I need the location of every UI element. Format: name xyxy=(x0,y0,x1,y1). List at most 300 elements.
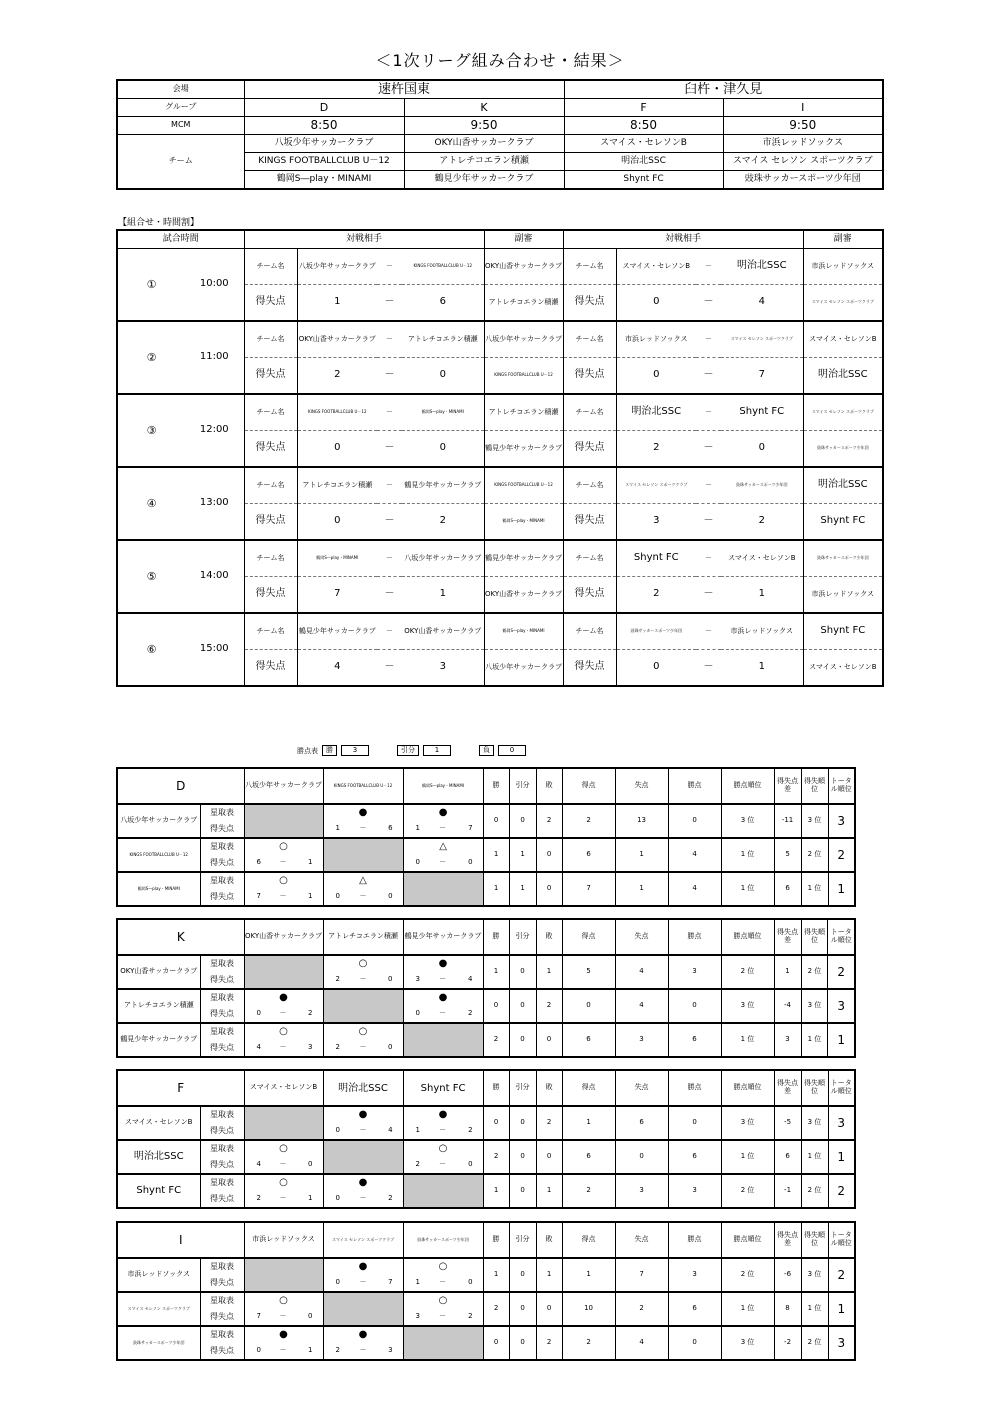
stat-ga: 4 xyxy=(615,1326,668,1360)
team-cell: Shynt FC xyxy=(564,171,723,190)
stat-ga: 1 xyxy=(615,872,668,906)
schedule-row xyxy=(117,321,883,358)
result-symbol: ● xyxy=(403,804,483,821)
legend-label: 勝点表 xyxy=(297,746,318,755)
score-label: 得失点 xyxy=(200,1275,244,1292)
away-score: 0 xyxy=(402,358,484,395)
stat-gd: -1 xyxy=(774,1174,801,1208)
self-match-cell xyxy=(323,1140,403,1174)
stat-l: 0 xyxy=(536,838,562,872)
stat-w: 2 xyxy=(483,1292,509,1326)
score-against: 7 xyxy=(456,821,483,838)
total-rank: 3 xyxy=(828,989,855,1023)
col-pr: 勝点順位 xyxy=(721,919,774,955)
total-rank: 3 xyxy=(828,804,855,838)
stat-gf: 2 xyxy=(562,1174,615,1208)
home-score: 7 xyxy=(297,577,377,614)
team-cell: 鶴岡S―play・MINAMI xyxy=(244,171,404,190)
score-dash: － xyxy=(350,1343,376,1360)
stat-d: 0 xyxy=(509,955,536,989)
stat-gf: 0 xyxy=(562,989,615,1023)
score-label: 得失点 xyxy=(200,1343,244,1360)
score-for: 1 xyxy=(323,821,350,838)
stat-pr: 1 位 xyxy=(721,872,774,906)
group-name: I xyxy=(117,1222,244,1258)
away-score: 2 xyxy=(402,504,484,541)
score-for: 0 xyxy=(323,889,350,906)
score-for: 3 xyxy=(403,972,429,989)
standings-row xyxy=(117,804,855,821)
referee: 明治北SSC xyxy=(803,358,883,395)
venue-2: 臼杵・津久見 xyxy=(564,80,883,99)
col-gr: 得失順位 xyxy=(801,1222,828,1258)
score-against: 7 xyxy=(376,1275,403,1292)
score-label: 得失点 xyxy=(563,504,616,541)
legend-loss: 負 xyxy=(479,745,494,756)
col-pts: 勝点 xyxy=(668,1222,721,1258)
stat-d: 1 xyxy=(509,838,536,872)
opponent-column-header: スマイス セレソン スポーツクラブ xyxy=(323,1222,403,1258)
total-rank: 3 xyxy=(828,1106,855,1140)
referee: 明治北SSC xyxy=(803,467,883,504)
stat-ga: 3 xyxy=(615,1023,668,1057)
score-against: 0 xyxy=(376,889,403,906)
result-symbol: ○ xyxy=(244,872,323,889)
group-d: D xyxy=(244,99,404,117)
stat-gd: -6 xyxy=(774,1258,801,1292)
group-f: F xyxy=(564,99,723,117)
team-label: チーム名 xyxy=(563,394,616,431)
opponent-column-header: 鶴見少年サッカークラブ xyxy=(403,919,483,955)
stat-w: 1 xyxy=(483,838,509,872)
stat-w: 0 xyxy=(483,989,509,1023)
col-tr: トータル順位 xyxy=(828,768,855,804)
mcm-header: MCM xyxy=(117,117,244,135)
col-pts: 勝点 xyxy=(668,1070,721,1106)
record-label: 星取表 xyxy=(200,1326,244,1343)
team-label: チーム名 xyxy=(244,394,297,431)
score-label: 得失点 xyxy=(200,1006,244,1023)
total-rank: 1 xyxy=(828,1140,855,1174)
total-rank: 1 xyxy=(828,872,855,906)
stat-pts: 6 xyxy=(668,1292,721,1326)
stat-gd: 8 xyxy=(774,1292,801,1326)
away-score: 4 xyxy=(721,285,803,322)
legend-win-value: 3 xyxy=(341,745,369,756)
referee: 鶴見少年サッカークラブ xyxy=(484,540,563,577)
away-score: 6 xyxy=(402,285,484,322)
col-pts: 勝点 xyxy=(668,768,721,804)
score-label: 得失点 xyxy=(200,1040,244,1057)
mcm-time: 8:50 xyxy=(244,117,404,135)
score-dash: － xyxy=(270,1157,296,1174)
self-match-cell xyxy=(403,1174,483,1208)
vs-dash: － xyxy=(377,394,402,431)
vs-dash: － xyxy=(696,540,721,577)
opponent-header: 対戦相手 xyxy=(244,230,484,249)
stat-gf: 10 xyxy=(562,1292,615,1326)
self-match-cell xyxy=(244,1106,323,1140)
score-dash: － xyxy=(696,504,721,541)
stat-pts: 4 xyxy=(668,838,721,872)
team-name: 八坂少年サッカークラブ xyxy=(117,804,200,838)
stat-ga: 4 xyxy=(615,989,668,1023)
score-dash: － xyxy=(350,889,376,906)
home-score: 0 xyxy=(616,650,696,687)
away-team: アトレチコエラン積瀬 xyxy=(402,321,484,358)
stat-pts: 0 xyxy=(668,804,721,838)
legend-win: 勝 xyxy=(322,745,337,756)
home-team: 鶴見少年サッカークラブ xyxy=(297,613,377,650)
result-symbol: ● xyxy=(244,1326,323,1343)
col-l: 敗 xyxy=(536,1222,562,1258)
standings-row xyxy=(117,955,855,972)
away-team: スマイス・セレソンB xyxy=(721,540,803,577)
col-tr: トータル順位 xyxy=(828,1222,855,1258)
away-score: 1 xyxy=(721,577,803,614)
score-against: 0 xyxy=(296,1309,323,1326)
match-number: ⑥ xyxy=(117,613,185,686)
stat-l: 0 xyxy=(536,1140,562,1174)
result-symbol: ○ xyxy=(403,1292,483,1309)
stat-gr: 1 位 xyxy=(801,1292,828,1326)
away-team: 明治北SSC xyxy=(721,249,803,285)
home-score: 1 xyxy=(297,285,377,322)
stat-pts: 0 xyxy=(668,989,721,1023)
score-label: 得失点 xyxy=(563,650,616,687)
result-symbol: ● xyxy=(403,989,483,1006)
score-against: 1 xyxy=(296,1191,323,1208)
standings-row xyxy=(117,1258,855,1275)
record-label: 星取表 xyxy=(200,1140,244,1157)
team-label: チーム名 xyxy=(563,467,616,504)
team-name: KINGS FOOTBALLCLUB U－12 xyxy=(117,838,200,872)
stat-l: 0 xyxy=(536,1023,562,1057)
home-score: 4 xyxy=(297,650,377,687)
col-gf: 得点 xyxy=(562,768,615,804)
stat-pr: 2 位 xyxy=(721,955,774,989)
venue-header: 会場 xyxy=(117,80,244,99)
stat-l: 2 xyxy=(536,989,562,1023)
stat-d: 0 xyxy=(509,1292,536,1326)
vs-dash: － xyxy=(696,394,721,431)
score-label: 得失点 xyxy=(563,285,616,322)
legend-loss-value: 0 xyxy=(498,745,526,756)
col-pr: 勝点順位 xyxy=(721,1222,774,1258)
score-for: 0 xyxy=(244,1006,270,1023)
stat-gf: 2 xyxy=(562,804,615,838)
result-symbol: ○ xyxy=(244,1292,323,1309)
col-d: 引分 xyxy=(509,1222,536,1258)
opponent-column-header: 豉珠サッカースポーツ少年団 xyxy=(403,1222,483,1258)
stat-l: 2 xyxy=(536,1106,562,1140)
stat-pts: 6 xyxy=(668,1023,721,1057)
record-label: 星取表 xyxy=(200,989,244,1006)
result-symbol: ● xyxy=(323,1106,403,1123)
stat-gr: 3 位 xyxy=(801,1106,828,1140)
stat-ga: 2 xyxy=(615,1292,668,1326)
opponent-column-header: Shynt FC xyxy=(403,1070,483,1106)
score-for: 2 xyxy=(323,1040,350,1057)
score-dash: － xyxy=(429,821,456,838)
record-label: 星取表 xyxy=(200,838,244,855)
stat-pr: 3 位 xyxy=(721,804,774,838)
score-against: 1 xyxy=(296,889,323,906)
record-label: 星取表 xyxy=(200,1292,244,1309)
score-dash: － xyxy=(429,1157,456,1174)
score-dash: － xyxy=(429,1309,456,1326)
score-dash: － xyxy=(429,1123,456,1140)
stat-pr: 1 位 xyxy=(721,1023,774,1057)
stat-gf: 6 xyxy=(562,1023,615,1057)
page-title: ＜1次リーグ組み合わせ・結果＞ xyxy=(375,51,625,70)
score-dash: － xyxy=(350,972,376,989)
stat-gf: 5 xyxy=(562,955,615,989)
referee: 八坂少年サッカークラブ xyxy=(484,650,563,687)
standings-table-f xyxy=(116,1069,856,1209)
match-number: ③ xyxy=(117,394,185,467)
stat-d: 0 xyxy=(509,804,536,838)
referee: KINGS FOOTBALLCLUB U－12 xyxy=(484,358,563,395)
team-cell: スマイス セレソン スポーツクラブ xyxy=(723,153,883,171)
result-symbol: ○ xyxy=(323,955,403,972)
record-label: 星取表 xyxy=(200,872,244,889)
stat-pts: 6 xyxy=(668,1140,721,1174)
score-against: 2 xyxy=(296,1006,323,1023)
score-label: 得失点 xyxy=(200,972,244,989)
self-match-cell xyxy=(403,1023,483,1057)
referee: Shynt FC xyxy=(803,504,883,541)
home-score: 2 xyxy=(616,577,696,614)
team-header: チーム xyxy=(117,135,244,190)
score-dash: － xyxy=(270,1343,296,1360)
home-score: 0 xyxy=(297,431,377,468)
schedule-row xyxy=(117,467,883,504)
col-gf: 得点 xyxy=(562,1070,615,1106)
score-for: 6 xyxy=(244,855,270,872)
away-score: 2 xyxy=(721,504,803,541)
stat-pts: 3 xyxy=(668,955,721,989)
group-i: I xyxy=(723,99,883,117)
team-label: チーム名 xyxy=(244,540,297,577)
home-score: 2 xyxy=(616,431,696,468)
stat-d: 0 xyxy=(509,1140,536,1174)
team-label: チーム名 xyxy=(244,249,297,285)
vs-dash: － xyxy=(377,613,402,650)
score-label: 得失点 xyxy=(200,889,244,906)
team-cell: アトレチコエラン積瀬 xyxy=(404,153,564,171)
group-k: K xyxy=(404,99,564,117)
referee: アトレチコエラン積瀬 xyxy=(484,394,563,431)
score-for: 0 xyxy=(403,855,429,872)
opponent-column-header: 明治北SSC xyxy=(323,1070,403,1106)
stat-w: 1 xyxy=(483,1174,509,1208)
team-name: 鶴見少年サッカークラブ xyxy=(117,1023,200,1057)
result-symbol: ● xyxy=(403,1106,483,1123)
stat-l: 2 xyxy=(536,804,562,838)
match-time: 11:00 xyxy=(185,321,244,394)
standings-row xyxy=(117,989,855,1006)
group-name: D xyxy=(117,768,244,804)
stat-w: 1 xyxy=(483,955,509,989)
score-dash: － xyxy=(696,431,721,468)
score-for: 7 xyxy=(244,1309,270,1326)
score-against: 2 xyxy=(456,1309,483,1326)
stat-ga: 3 xyxy=(615,1174,668,1208)
col-tr: トータル順位 xyxy=(828,1070,855,1106)
total-rank: 1 xyxy=(828,1292,855,1326)
col-gf: 得点 xyxy=(562,1222,615,1258)
result-symbol: ● xyxy=(323,1326,403,1343)
standings-row xyxy=(117,1292,855,1309)
mcm-time: 8:50 xyxy=(564,117,723,135)
score-for: 2 xyxy=(244,1191,270,1208)
referee: 豉珠サッカースポーツ少年団 xyxy=(803,431,883,468)
opponent-column-header: KINGS FOOTBALLCLUB U－12 xyxy=(323,768,403,804)
group-header: グループ xyxy=(117,99,244,117)
stat-gr: 2 位 xyxy=(801,1326,828,1360)
away-score: 7 xyxy=(721,358,803,395)
home-team: スマイス セレソン スポーツクラブ xyxy=(616,467,696,504)
home-team: Shynt FC xyxy=(616,540,696,577)
schedule-body xyxy=(117,249,883,687)
team-label: チーム名 xyxy=(244,321,297,358)
standings-row xyxy=(117,838,855,855)
score-for: 2 xyxy=(323,1343,350,1360)
stat-w: 0 xyxy=(483,1106,509,1140)
result-symbol: △ xyxy=(323,872,403,889)
stat-pr: 1 位 xyxy=(721,838,774,872)
score-against: 1 xyxy=(296,1343,323,1360)
team-label: チーム名 xyxy=(563,249,616,285)
score-dash: － xyxy=(270,1040,296,1057)
self-match-cell xyxy=(323,989,403,1023)
result-symbol: ● xyxy=(244,989,323,1006)
opponent-column-header: スマイス・セレソンB xyxy=(244,1070,323,1106)
col-tr: トータル順位 xyxy=(828,919,855,955)
score-dash: － xyxy=(377,577,402,614)
result-symbol: △ xyxy=(403,838,483,855)
away-team: 八坂少年サッカークラブ xyxy=(402,540,484,577)
stat-d: 1 xyxy=(509,872,536,906)
total-rank: 2 xyxy=(828,838,855,872)
stat-gd: -11 xyxy=(774,804,801,838)
stat-d: 0 xyxy=(509,1174,536,1208)
stat-gr: 2 位 xyxy=(801,1174,828,1208)
score-against: 0 xyxy=(456,855,483,872)
col-pr: 勝点順位 xyxy=(721,1070,774,1106)
opponent-column-header: OKY山香サッカークラブ xyxy=(244,919,323,955)
score-against: 0 xyxy=(376,1040,403,1057)
home-team: アトレチコエラン積瀬 xyxy=(297,467,377,504)
score-dash: － xyxy=(270,855,296,872)
col-pts: 勝点 xyxy=(668,919,721,955)
away-score: 1 xyxy=(721,650,803,687)
vs-dash: － xyxy=(696,613,721,650)
self-match-cell xyxy=(403,1326,483,1360)
score-label: 得失点 xyxy=(244,577,297,614)
stat-d: 0 xyxy=(509,1326,536,1360)
col-gd: 得失点差 xyxy=(774,919,801,955)
stat-gd: 1 xyxy=(774,955,801,989)
result-symbol: ○ xyxy=(244,1174,323,1191)
schedule-row xyxy=(117,394,883,431)
referee: 鶴岡S―play・MINAMI xyxy=(484,504,563,541)
score-dash: － xyxy=(696,650,721,687)
referee: スマイス セレソン スポーツクラブ xyxy=(803,394,883,431)
home-team: 市浜レッドソックス xyxy=(616,321,696,358)
record-label: 星取表 xyxy=(200,955,244,972)
stat-pr: 2 位 xyxy=(721,1258,774,1292)
stat-l: 1 xyxy=(536,1174,562,1208)
referee: OKY山香サッカークラブ xyxy=(484,577,563,614)
opponent-column-header: 八坂少年サッカークラブ xyxy=(244,768,323,804)
score-dash: － xyxy=(696,358,721,395)
stat-gr: 1 位 xyxy=(801,872,828,906)
stat-pr: 2 位 xyxy=(721,1174,774,1208)
self-match-cell xyxy=(323,1292,403,1326)
home-score: 0 xyxy=(616,285,696,322)
score-against: 3 xyxy=(376,1343,403,1360)
home-team: KINGS FOOTBALLCLUB U－12 xyxy=(297,394,377,431)
col-gf: 得点 xyxy=(562,919,615,955)
score-dash: － xyxy=(270,1309,296,1326)
team-label: チーム名 xyxy=(563,613,616,650)
score-dash: － xyxy=(429,1275,456,1292)
stat-gf: 6 xyxy=(562,838,615,872)
stat-gr: 3 位 xyxy=(801,804,828,838)
score-dash: － xyxy=(696,285,721,322)
team-label: チーム名 xyxy=(244,613,297,650)
col-ga: 失点 xyxy=(615,768,668,804)
vs-dash: － xyxy=(696,467,721,504)
standings-row xyxy=(117,1106,855,1123)
legend-draw: 引分 xyxy=(397,745,419,756)
record-label: 星取表 xyxy=(200,1023,244,1040)
score-for: 0 xyxy=(403,1006,429,1023)
col-gr: 得失順位 xyxy=(801,768,828,804)
team-name: 市浜レッドソックス xyxy=(117,1258,200,1292)
score-label: 得失点 xyxy=(200,1157,244,1174)
stat-w: 1 xyxy=(483,1258,509,1292)
score-label: 得失点 xyxy=(563,358,616,395)
away-score: 3 xyxy=(402,650,484,687)
home-team: 八坂少年サッカークラブ xyxy=(297,249,377,285)
stat-ga: 1 xyxy=(615,838,668,872)
stat-l: 0 xyxy=(536,872,562,906)
away-team: スマイス セレソン スポーツクラブ xyxy=(721,321,803,358)
standings-row xyxy=(117,1140,855,1157)
referee: Shynt FC xyxy=(803,613,883,650)
score-dash: － xyxy=(350,1040,376,1057)
referee: 市浜レッドソックス xyxy=(803,249,883,285)
record-label: 星取表 xyxy=(200,1174,244,1191)
stat-pts: 0 xyxy=(668,1106,721,1140)
score-dash: － xyxy=(350,1275,376,1292)
score-dash: － xyxy=(270,1191,296,1208)
standings-table-d xyxy=(116,767,856,907)
self-match-cell xyxy=(403,872,483,906)
home-team: OKY山香サッカークラブ xyxy=(297,321,377,358)
vs-dash: － xyxy=(696,249,721,285)
time-header: 試合時間 xyxy=(117,230,244,249)
match-time: 12:00 xyxy=(185,394,244,467)
team-name: Shynt FC xyxy=(117,1174,200,1208)
stat-gd: 6 xyxy=(774,872,801,906)
team-cell: OKY山香サッカークラブ xyxy=(404,135,564,153)
score-dash: － xyxy=(429,972,456,989)
self-match-cell xyxy=(323,838,403,872)
